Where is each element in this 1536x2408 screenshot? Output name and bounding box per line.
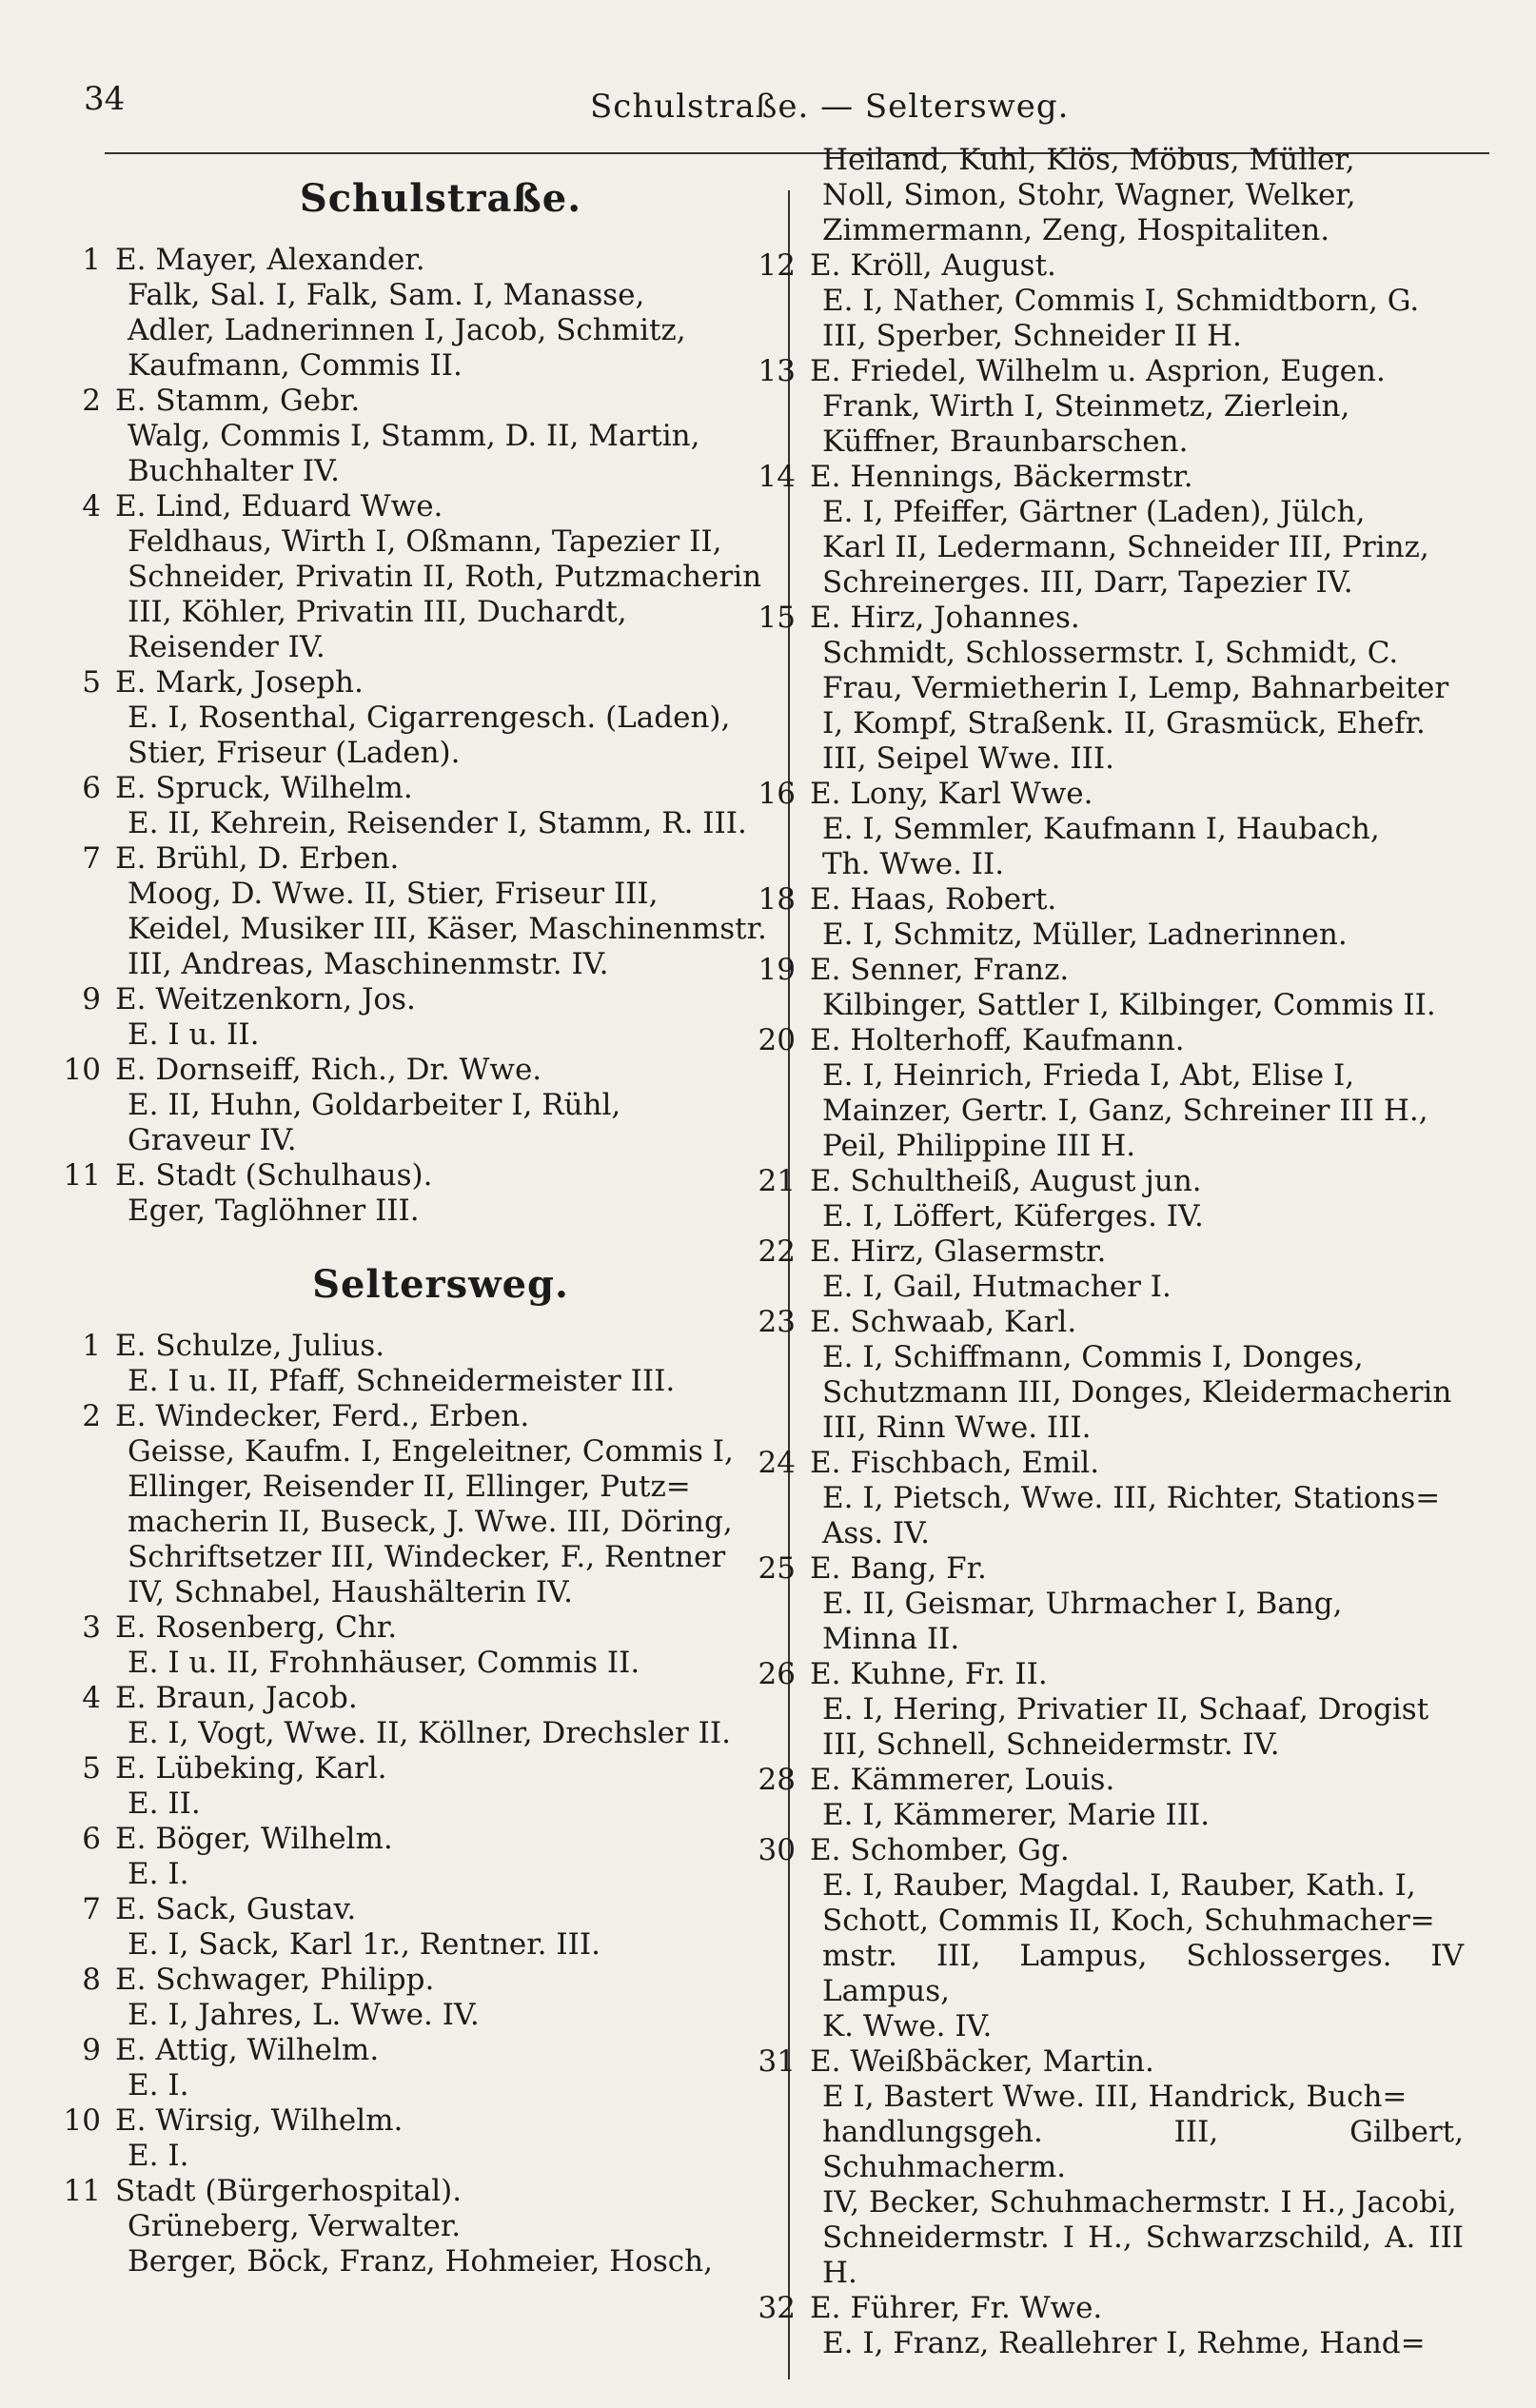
entry-head-line xyxy=(758,1833,1464,1868)
house-number: 32 xyxy=(758,2291,796,2325)
house-number: 11 xyxy=(63,1158,101,1193)
entry-head-line xyxy=(82,243,769,278)
left-column xyxy=(63,171,769,2280)
house-number: 26 xyxy=(758,1657,796,1691)
house-number: 3 xyxy=(82,1610,101,1645)
house-number: 25 xyxy=(758,1551,796,1586)
address-entry xyxy=(758,1551,1464,1657)
resident-line: IV, Becker, Schuhmachermstr. I H., Jacobi, xyxy=(822,2185,1457,2220)
resident-line: E. I, Pfeiffer, Gärtner (Laden), Jülch, xyxy=(822,495,1366,529)
house-number: 1 xyxy=(82,243,101,277)
address-entry xyxy=(758,1763,1464,1833)
owner-line: E. Lind, Eduard Wwe. xyxy=(115,489,443,523)
address-entry xyxy=(82,841,769,982)
owner-line: E. Führer, Fr. Wwe. xyxy=(810,2291,1103,2325)
address-entry xyxy=(82,982,769,1053)
entry-head-line xyxy=(758,2291,1464,2326)
entry-head-line xyxy=(758,1657,1464,1692)
resident-line: E. I, Rosenthal, Cigarrengesch. (Laden), xyxy=(128,701,731,735)
owner-line: E. Spruck, Wilhelm. xyxy=(115,771,413,805)
address-entry xyxy=(758,882,1464,953)
resident-line: Schreinerges. III, Darr, Tapezier IV. xyxy=(822,565,1353,600)
house-number: 24 xyxy=(758,1446,796,1480)
address-entry xyxy=(758,1234,1464,1305)
house-number: 20 xyxy=(758,1023,796,1057)
resident-line: E. I, Nather, Commis I, Schmidtborn, G. xyxy=(822,284,1420,318)
owner-line: E. Wirsig, Wilhelm. xyxy=(115,2103,404,2138)
house-number: 7 xyxy=(82,1892,101,1926)
owner-line: E. Lony, Karl Wwe. xyxy=(810,777,1093,811)
address-entry xyxy=(758,2291,1464,2361)
resident-line: Noll, Simon, Stohr, Wagner, Welker, xyxy=(822,178,1356,212)
resident-line: K. Wwe. IV. xyxy=(822,2009,993,2043)
owner-line: E. Rosenberg, Chr. xyxy=(115,1610,398,1645)
resident-line: Grüneberg, Verwalter. xyxy=(128,2209,462,2243)
entry-head-line xyxy=(82,384,769,419)
resident-line: mstr. III, Lampus, Schlosserges. IV Lampus, xyxy=(822,1939,1464,2008)
address-entry xyxy=(82,771,769,841)
owner-line: E. Böger, Wilhelm. xyxy=(115,1822,393,1856)
address-entry xyxy=(82,489,769,665)
resident-line: Stier, Friseur (Laden). xyxy=(128,736,461,770)
address-entry xyxy=(758,953,1464,1023)
address-entry xyxy=(758,1833,1464,2044)
entry-head-line xyxy=(758,1305,1464,1340)
entry-head-line xyxy=(82,1822,769,1857)
address-entry xyxy=(758,1023,1464,1164)
resident-line: III, Seipel Wwe. III. xyxy=(822,741,1114,776)
entry-head-line xyxy=(758,2044,1464,2080)
resident-line: Eger, Taglöhner III. xyxy=(128,1194,420,1228)
resident-line: Walg, Commis I, Stamm, D. II, Martin, xyxy=(128,419,700,453)
entry-head-line xyxy=(82,489,769,524)
resident-line: Schriftsetzer III, Windecker, F., Rentner xyxy=(128,1540,726,1574)
house-number: 19 xyxy=(758,953,796,987)
house-number: 23 xyxy=(758,1305,796,1339)
house-number: 30 xyxy=(758,1833,796,1867)
resident-line: E. I, Kämmerer, Marie III. xyxy=(822,1798,1211,1832)
resident-line: Moog, D. Wwe. II, Stier, Friseur III, xyxy=(128,877,659,911)
address-entry xyxy=(82,665,769,771)
owner-line: Stadt (Bürgerhospital). xyxy=(115,2174,463,2208)
resident-line: E. I. xyxy=(128,2139,189,2173)
resident-line: E. I, Löffert, Küferges. IV. xyxy=(822,1199,1204,1234)
house-number: 16 xyxy=(758,777,796,811)
address-entry xyxy=(758,248,1464,354)
entry-head-line xyxy=(758,460,1464,495)
owner-line: E. Senner, Franz. xyxy=(810,953,1070,987)
resident-line: Schmidt, Schlossermstr. I, Schmidt, C. xyxy=(822,636,1399,670)
owner-line: E. Schulze, Julius. xyxy=(115,1329,385,1363)
address-entry xyxy=(758,354,1464,460)
entry-head-line xyxy=(63,1158,769,1194)
resident-line: E. I, Pietsch, Wwe. III, Richter, Stations= xyxy=(822,1481,1441,1515)
house-number: 10 xyxy=(63,1053,101,1087)
resident-line: E. II, Kehrein, Reisender I, Stamm, R. III. xyxy=(128,806,747,840)
owner-line: E. Brühl, D. Erben. xyxy=(115,841,400,876)
entry-head-line xyxy=(758,1234,1464,1270)
owner-line: E. Friedel, Wilhelm u. Asprion, Eugen. xyxy=(810,354,1386,388)
resident-line: Geisse, Kaufm. I, Engeleitner, Commis I, xyxy=(128,1434,734,1469)
resident-line: E. I, Heinrich, Frieda I, Abt, Elise I, xyxy=(822,1058,1355,1093)
address-entry xyxy=(63,2103,769,2174)
house-number: 8 xyxy=(82,1963,101,1997)
right-column xyxy=(758,143,1464,2361)
resident-line: E. II, Geismar, Uhrmacher I, Bang, xyxy=(822,1587,1343,1621)
entry-head-line xyxy=(758,1763,1464,1798)
address-entry xyxy=(82,1822,769,1892)
owner-line: E. Bang, Fr. xyxy=(810,1551,987,1586)
entry-head-line xyxy=(82,841,769,877)
owner-line: E. Kämmerer, Louis. xyxy=(810,1763,1115,1797)
entry-head-line xyxy=(758,354,1464,389)
resident-line: E. I u. II, Pfaff, Schneidermeister III. xyxy=(128,1364,676,1398)
resident-line: Zimmermann, Zeng, Hospitaliten. xyxy=(822,213,1330,247)
house-number: 5 xyxy=(82,1751,101,1786)
address-entry xyxy=(82,1399,769,1610)
address-entry xyxy=(63,1053,769,1158)
resident-line: E. I, Vogt, Wwe. II, Köllner, Drechsler II. xyxy=(128,1716,731,1750)
address-entry xyxy=(82,384,769,489)
entry-head-line xyxy=(758,248,1464,284)
entry-head-line xyxy=(63,1053,769,1088)
address-entry xyxy=(82,1963,769,2033)
resident-line: Berger, Böck, Franz, Hohmeier, Hosch, xyxy=(128,2244,713,2279)
address-entry xyxy=(82,1892,769,1963)
resident-line: E. I, Hering, Privatier II, Schaaf, Drogist xyxy=(822,1692,1429,1727)
entry-head-line xyxy=(82,665,769,701)
entry-head-line xyxy=(758,1551,1464,1587)
address-entry xyxy=(82,1681,769,1751)
resident-line: III, Sperber, Schneider II H. xyxy=(822,319,1242,353)
house-number: 2 xyxy=(82,384,101,418)
running-head: Schulstraße. — Seltersweg. xyxy=(590,88,1070,126)
resident-line: E. I, Franz, Reallehrer I, Rehme, Hand= xyxy=(822,2326,1426,2360)
resident-line: Karl II, Ledermann, Schneider III, Prinz, xyxy=(822,530,1429,564)
resident-line: III, Rinn Wwe. III. xyxy=(822,1411,1092,1445)
resident-line: Th. Wwe. II. xyxy=(822,847,1005,881)
entry-head-line xyxy=(82,982,769,1017)
owner-line: E. Kröll, August. xyxy=(810,248,1056,283)
resident-line: Schutzmann III, Donges, Kleidermacherin xyxy=(822,1375,1452,1410)
resident-line: E. II, Huhn, Goldarbeiter I, Rühl, xyxy=(128,1088,621,1122)
resident-line: E. I u. II, Frohnhäuser, Commis II. xyxy=(128,1646,640,1680)
entry-head-line xyxy=(82,1963,769,1998)
house-number: 9 xyxy=(82,2033,101,2067)
resident-line: I, Kompf, Straßenk. II, Grasmück, Ehefr. xyxy=(822,706,1426,740)
owner-line: E. Hirz, Johannes. xyxy=(810,601,1080,635)
resident-line: III, Andreas, Maschinenmstr. IV. xyxy=(128,947,609,981)
entry-head-line xyxy=(758,777,1464,812)
resident-line: Mainzer, Gertr. I, Ganz, Schreiner III H., xyxy=(822,1094,1428,1128)
owner-line: E. Holterhoff, Kaufmann. xyxy=(810,1023,1185,1057)
entry-head-line xyxy=(758,601,1464,636)
entry-head-line xyxy=(82,1681,769,1716)
address-entry xyxy=(758,1305,1464,1446)
address-entry xyxy=(82,1751,769,1822)
house-number: 5 xyxy=(82,665,101,700)
entry-head-line xyxy=(82,1751,769,1786)
house-number: 18 xyxy=(758,882,796,917)
resident-line: E. I u. II. xyxy=(128,1017,260,1052)
resident-line: E. I. xyxy=(128,1857,189,1891)
house-number: 28 xyxy=(758,1763,796,1797)
entry-head-line xyxy=(758,882,1464,918)
resident-line: macherin II, Buseck, J. Wwe. III, Döring, xyxy=(128,1505,733,1539)
resident-line: Ass. IV. xyxy=(822,1516,930,1550)
house-number: 9 xyxy=(82,982,101,1016)
owner-line: E. Attig, Wilhelm. xyxy=(115,2033,380,2067)
resident-line: Frau, Vermietherin I, Lemp, Bahnarbeiter xyxy=(822,671,1449,705)
resident-line: Kilbinger, Sattler I, Kilbinger, Commis II. xyxy=(822,988,1436,1022)
entry-head-line xyxy=(63,2103,769,2139)
address-entry xyxy=(82,243,769,384)
entry-head-line xyxy=(63,2174,769,2209)
owner-line: E. Sack, Gustav. xyxy=(115,1892,357,1926)
resident-line: Minna II. xyxy=(822,1622,960,1656)
resident-line: III, Köhler, Privatin III, Duchardt, xyxy=(128,595,627,629)
house-number: 22 xyxy=(758,1234,796,1269)
resident-line: E. I, Gail, Hutmacher I. xyxy=(822,1270,1172,1304)
house-number: 15 xyxy=(758,601,796,635)
owner-line: E. Weißbäcker, Martin. xyxy=(810,2044,1154,2079)
address-entry xyxy=(758,1164,1464,1234)
address-entry xyxy=(758,460,1464,601)
owner-line: E. Schwager, Philipp. xyxy=(115,1963,435,1997)
resident-line: Reisender IV. xyxy=(128,630,325,664)
resident-line: Adler, Ladnerinnen I, Jacob, Schmitz, xyxy=(128,313,686,347)
address-entry xyxy=(758,2044,1464,2291)
address-entry xyxy=(63,2174,769,2280)
address-entry xyxy=(758,601,1464,777)
resident-line: Graveur IV. xyxy=(128,1123,297,1157)
section-heading-seltersweg: Seltersweg. xyxy=(312,1262,569,1307)
owner-line: E. Mayer, Alexander. xyxy=(115,243,425,277)
resident-line: Schneider, Privatin II, Roth, Putzmacherin xyxy=(128,560,762,594)
house-number: 11 xyxy=(63,2174,101,2208)
section-heading-schulstrasse: Schulstraße. xyxy=(299,176,582,221)
owner-line: E. Weitzenkorn, Jos. xyxy=(115,982,416,1016)
address-entry xyxy=(82,1329,769,1399)
house-number: 21 xyxy=(758,1164,796,1198)
resident-line: handlungsgeh. III, Gilbert, Schuhmacherm. xyxy=(822,2115,1464,2184)
entry-head-line xyxy=(82,1399,769,1434)
resident-line: Ellinger, Reisender II, Ellinger, Putz= xyxy=(128,1470,691,1504)
entry-head-line xyxy=(82,2033,769,2068)
owner-line: E. Mark, Joseph. xyxy=(115,665,364,700)
owner-line: E. Windecker, Ferd., Erben. xyxy=(115,1399,530,1433)
resident-line: E. I, Schiffmann, Commis I, Donges, xyxy=(822,1340,1364,1374)
resident-line: Keidel, Musiker III, Käser, Maschinenmstr. xyxy=(128,912,767,946)
resident-line: E. I, Semmler, Kaufmann I, Haubach, xyxy=(822,812,1380,846)
resident-line: E. I, Rauber, Magdal. I, Rauber, Kath. I, xyxy=(822,1868,1416,1903)
owner-line: E. Lübeking, Karl. xyxy=(115,1751,387,1786)
resident-line: E. I, Jahres, L. Wwe. IV. xyxy=(128,1998,480,2032)
entry-head-line xyxy=(758,1446,1464,1481)
address-entry xyxy=(82,2033,769,2103)
house-number: 12 xyxy=(758,248,796,283)
resident-line: E. I, Sack, Karl 1r., Rentner. III. xyxy=(128,1927,601,1962)
owner-line: E. Kuhne, Fr. II. xyxy=(810,1657,1048,1691)
entry-head-line xyxy=(758,1164,1464,1199)
entry-head-line xyxy=(82,1892,769,1927)
resident-line: Heiland, Kuhl, Klös, Möbus, Müller, xyxy=(822,143,1355,177)
resident-line: Schneidermstr. I H., Schwarzschild, A. III H. xyxy=(822,2220,1464,2290)
resident-line: Schott, Commis II, Koch, Schuhmacher= xyxy=(822,1904,1435,1938)
owner-line: E. Hirz, Glasermstr. xyxy=(810,1234,1107,1269)
resident-line: Peil, Philippine III H. xyxy=(822,1129,1136,1163)
owner-line: E. Schomber, Gg. xyxy=(810,1833,1070,1867)
house-number: 6 xyxy=(82,1822,101,1856)
owner-line: E. Dornseiff, Rich., Dr. Wwe. xyxy=(115,1053,542,1087)
resident-line: IV, Schnabel, Haushälterin IV. xyxy=(128,1575,573,1609)
owner-line: E. Braun, Jacob. xyxy=(115,1681,358,1715)
page-number: 34 xyxy=(84,80,126,118)
resident-line: Frank, Wirth I, Steinmetz, Zierlein, xyxy=(822,389,1350,424)
resident-line: Falk, Sal. I, Falk, Sam. I, Manasse, xyxy=(128,278,645,312)
house-number: 6 xyxy=(82,771,101,805)
address-entry xyxy=(807,143,1464,248)
owner-line: E. Schultheiß, August jun. xyxy=(810,1164,1202,1198)
owner-line: E. Stamm, Gebr. xyxy=(115,384,361,418)
resident-line: Küffner, Braunbarschen. xyxy=(822,424,1189,459)
address-entry xyxy=(82,1610,769,1681)
owner-line: E. Fischbach, Emil. xyxy=(810,1446,1100,1480)
resident-line: E. II. xyxy=(128,1786,201,1821)
resident-line: Buchhalter IV. xyxy=(128,454,340,488)
house-number: 14 xyxy=(758,460,796,494)
house-number: 7 xyxy=(82,841,101,876)
resident-line: III, Schnell, Schneidermstr. IV. xyxy=(822,1727,1280,1762)
address-entry xyxy=(758,777,1464,882)
entry-head-line xyxy=(82,1610,769,1646)
entry-head-line xyxy=(758,1023,1464,1058)
house-number: 31 xyxy=(758,2044,796,2079)
entry-head-line xyxy=(82,1329,769,1364)
address-entry xyxy=(63,1158,769,1229)
house-number: 2 xyxy=(82,1399,101,1433)
house-number: 1 xyxy=(82,1329,101,1363)
owner-line: E. Hennings, Bäckermstr. xyxy=(810,460,1193,494)
address-entry xyxy=(758,1657,1464,1763)
owner-line: E. Stadt (Schulhaus). xyxy=(115,1158,433,1193)
house-number: 10 xyxy=(63,2103,101,2138)
house-number: 4 xyxy=(82,1681,101,1715)
resident-line: E. I. xyxy=(128,2068,189,2102)
address-entry xyxy=(758,1446,1464,1551)
resident-line: E. I, Schmitz, Müller, Ladnerinnen. xyxy=(822,918,1348,952)
house-number: 4 xyxy=(82,489,101,523)
entry-head-line xyxy=(82,771,769,806)
resident-line: E I, Bastert Wwe. III, Handrick, Buch= xyxy=(822,2080,1408,2114)
resident-line: Kaufmann, Commis II. xyxy=(128,348,463,383)
resident-line: Feldhaus, Wirth I, Oßmann, Tapezier II, xyxy=(128,524,722,559)
house-number: 13 xyxy=(758,354,796,388)
owner-line: E. Schwaab, Karl. xyxy=(810,1305,1077,1339)
entry-head-line xyxy=(758,953,1464,988)
owner-line: E. Haas, Robert. xyxy=(810,882,1057,917)
